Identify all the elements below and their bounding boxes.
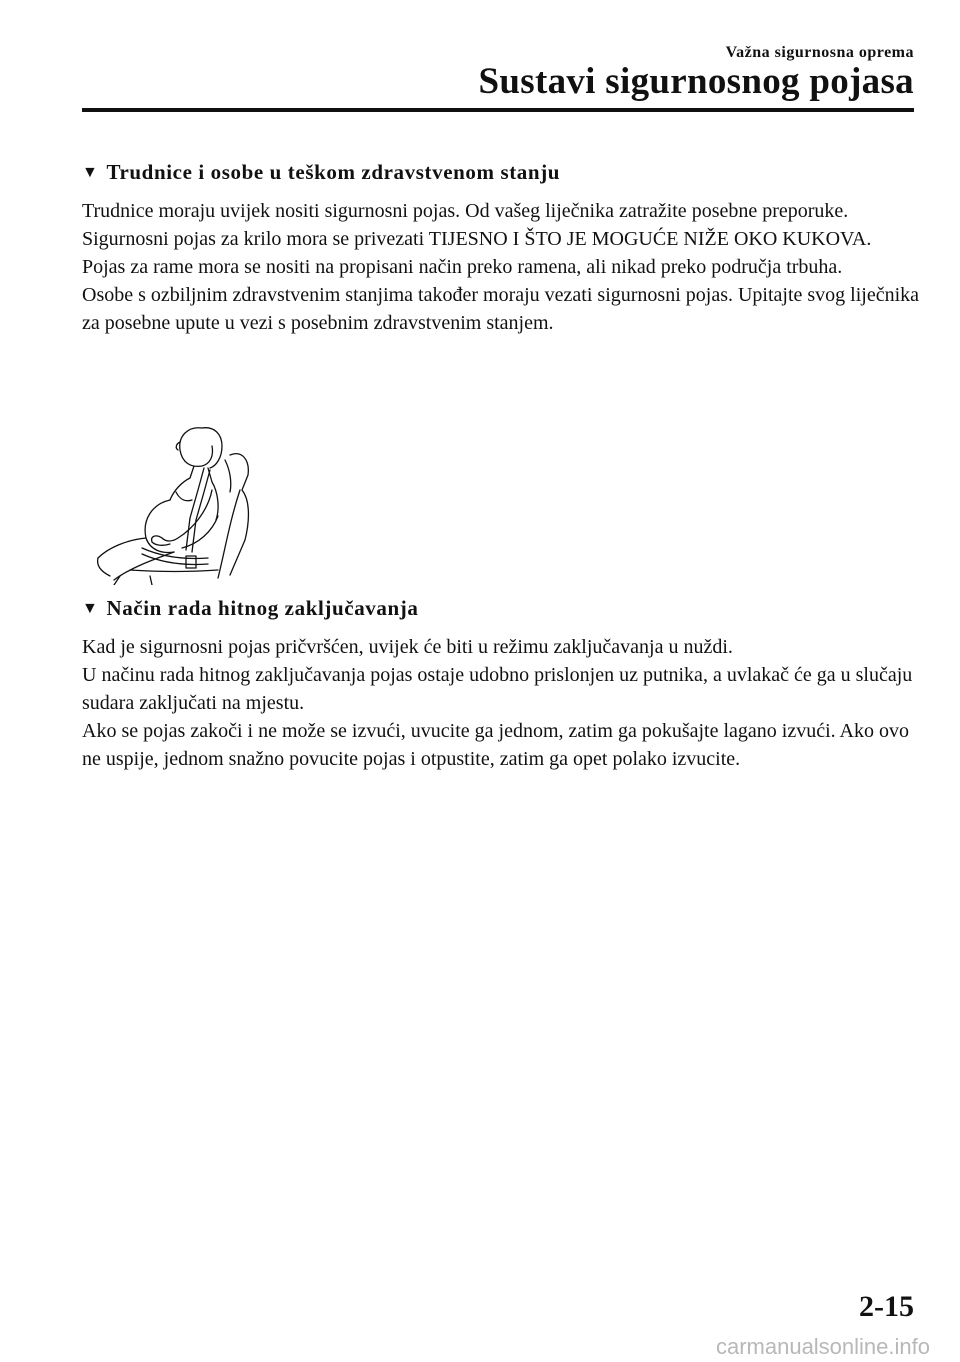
paragraph: Osobe s ozbiljnim zdravstvenim stanjima također moraju vezati sigurnosni pojas. Upitajte svog liječnika za posebne upute u vezi s posebnim zdravstvenim stanjem. <box>82 284 920 334</box>
section-emergency-locking <box>82 596 922 773</box>
paragraph: Ako se pojas zakoči i ne može se izvući, uvucite ga jednom, zatim ga pokušajte lagano izvući. Ako ovo ne uspije, jednom snažno povucite pojas i otpustite, zatim ga opet polako izvucite. <box>82 720 909 770</box>
watermark: carmanualsonline.info <box>715 1334 930 1359</box>
paragraph: Trudnice moraju uvijek nositi sigurnosni pojas. Od vašeg liječnika zatražite posebne preporuke. <box>82 200 849 222</box>
section-heading-text: Trudnice i osobe u teškom zdravstvenom stanju <box>106 160 561 184</box>
paragraph: U načinu rada hitnog zaključavanja pojas ostaje udobno prislonjen uz putnika, a uvlakač će ga u slučaju sudara zaključati na mjestu. <box>82 664 913 714</box>
pregnant-woman-seatbelt-illustration <box>90 420 260 585</box>
page-number: 2-15 <box>859 1290 914 1323</box>
section-heading <box>82 596 922 621</box>
triangle-down-icon: ▼ <box>82 599 99 617</box>
section-heading <box>82 160 922 185</box>
header-section-label: Važna sigurnosna oprema <box>725 44 914 61</box>
page-title: Sustavi sigurnosnog pojasa <box>478 61 914 102</box>
section-heading-text: Način rada hitnog zaključavanja <box>106 596 419 620</box>
paragraph: Sigurnosni pojas za krilo mora se privezati TIJESNO I ŠTO JE MOGUĆE NIŽE OKO KUKOVA. <box>82 228 872 250</box>
paragraph: Kad je sigurnosni pojas pričvršćen, uvijek će biti u režimu zaključavanja u nuždi. <box>82 636 733 658</box>
paragraph: Pojas za rame mora se nositi na propisani način preko ramena, ali nikad preko područja trbuha. <box>82 256 843 278</box>
section-pregnant-women <box>82 160 922 337</box>
header-rule <box>82 108 914 112</box>
triangle-down-icon: ▼ <box>82 163 99 181</box>
